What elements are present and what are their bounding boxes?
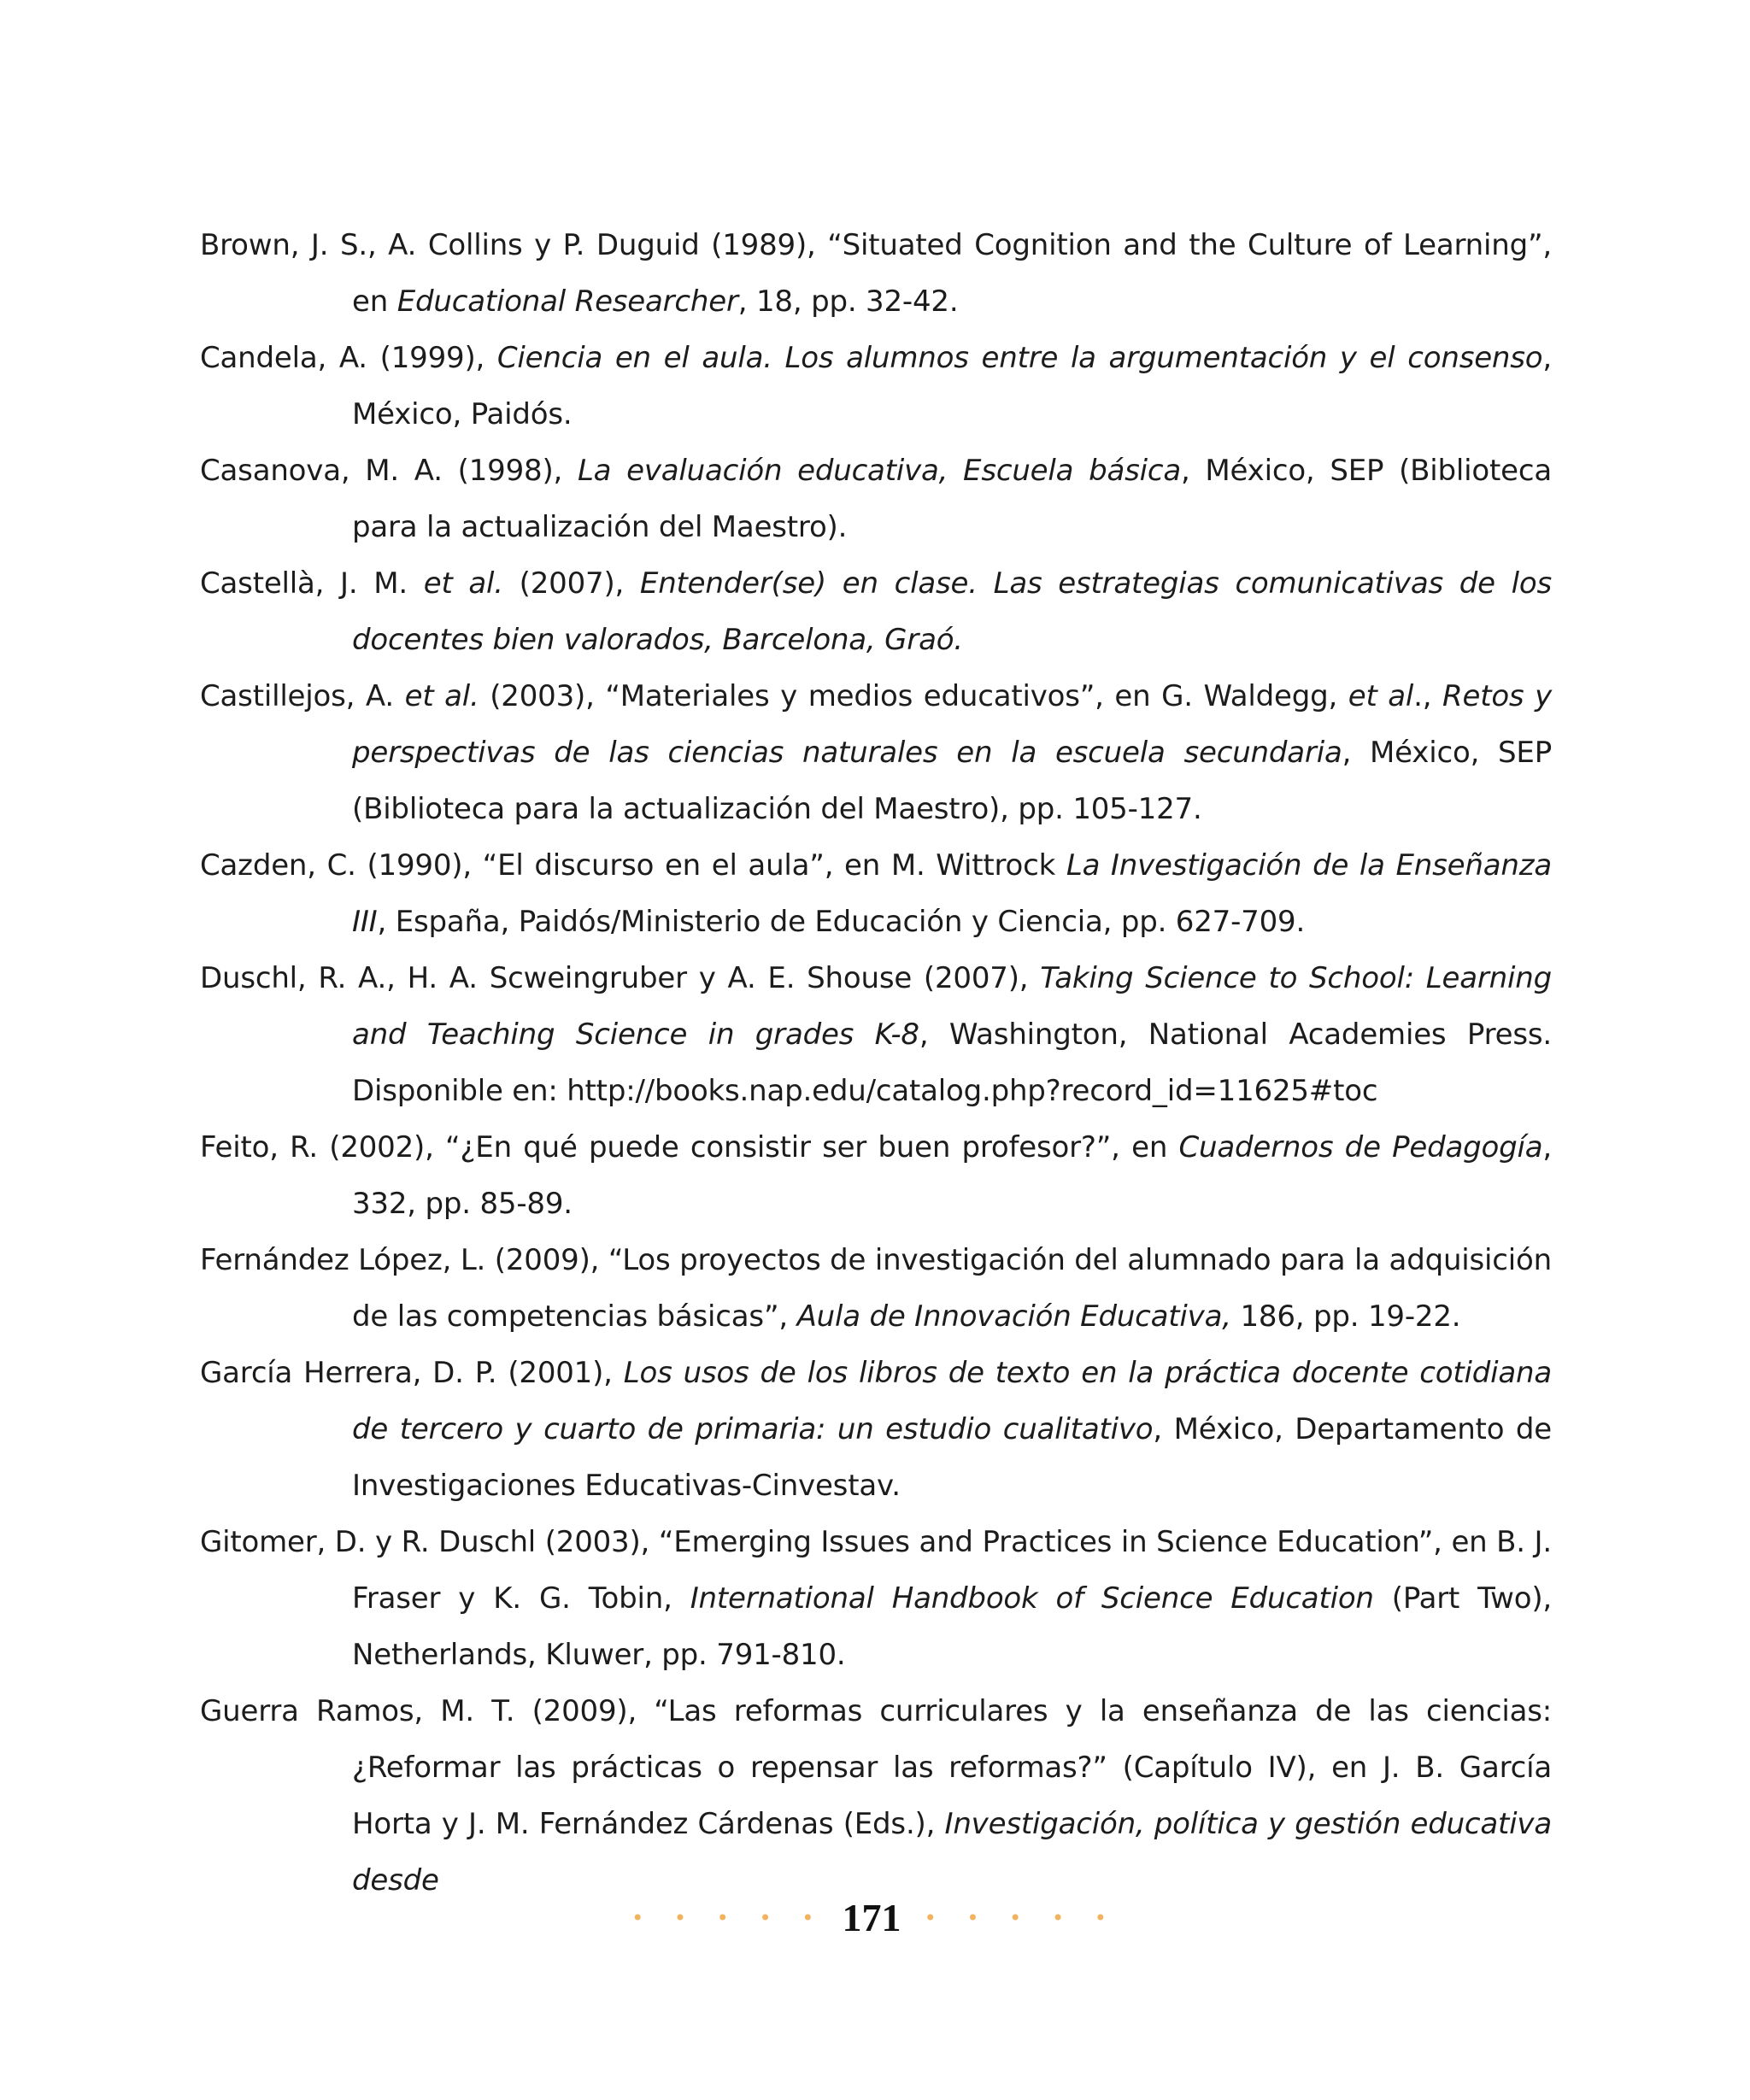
reference-text: .,: [1413, 679, 1443, 713]
reference-text: (2007),: [502, 566, 640, 601]
reference-text: Candela, A. (1999),: [200, 341, 497, 375]
reference-text: (2003), “Materiales y medios educativos”, en G. Waldegg,: [479, 679, 1348, 713]
reference-list: [200, 217, 1552, 1909]
reference-text: Guerra Ramos, M. T. (2009), “Las reformas curriculares y la enseñanza de las ciencias: ¿Reformar las prácticas o repensar las reformas?” (Capítulo IV), en J. B. García Horta y J. M. Fernández Cárdenas (Eds.),: [200, 1694, 1552, 1841]
reference-entry: [200, 443, 1552, 555]
reference-italic-text: et al: [1348, 679, 1414, 713]
reference-italic-text: Cuadernos de Pedagogía: [1178, 1130, 1543, 1164]
reference-italic-text: Investigación, política y gestión educativa desde: [352, 1807, 1552, 1898]
reference-entry: [200, 950, 1552, 1119]
reference-text: , México, Paidós.: [352, 341, 1552, 431]
reference-entry: [200, 668, 1552, 837]
reference-text: , 332, pp. 85-89.: [352, 1130, 1552, 1221]
page-number: 171: [842, 1896, 901, 1939]
decorative-dots-right: • • • • •: [924, 1905, 1119, 1930]
reference-text: Duschl, R. A., H. A. Scweingruber y A. E. Shouse (2007),: [200, 961, 1041, 995]
reference-italic-text: et al.: [404, 679, 479, 713]
reference-entry: [200, 1345, 1552, 1514]
reference-italic-text: Aula de Innovación Educativa,: [796, 1299, 1231, 1334]
reference-text: , Washington, National Academies Press. Disponible en: http://books.nap.edu/catalog.php?record_id=11625#toc: [352, 1018, 1552, 1108]
reference-italic-text: Retos y perspectivas de las ciencias naturales en la escuela secundaria: [352, 679, 1553, 770]
reference-text: Gitomer, D. y R. Duschl (2003), “Emerging Issues and Practices in Science Education”, en B. J. Fraser y K. G. Tobin,: [200, 1525, 1552, 1616]
reference-entry: [200, 1232, 1552, 1345]
reference-entry: [200, 330, 1552, 443]
reference-text: , México, SEP (Biblioteca para la actualización del Maestro).: [352, 454, 1553, 544]
decorative-dots-left: • • • • •: [631, 1905, 826, 1930]
reference-italic-text: La Investigación de la Enseñanza III: [352, 848, 1552, 939]
reference-italic-text: Taking Science to School: Learning and Teaching Science in grades K-8: [352, 961, 1553, 1052]
reference-entry: [200, 1514, 1552, 1683]
reference-text: Fernández López, L. (2009), “Los proyectos de investigación del alumnado para la adquisición de las competencias básicas”,: [200, 1243, 1552, 1334]
reference-entry: [200, 217, 1552, 330]
reference-text: 186, pp. 19-22.: [1230, 1299, 1461, 1334]
reference-text: Casanova, M. A. (1998),: [200, 454, 578, 488]
reference-text: , México, Departamento de Investigaciones Educativas-Cinvestav.: [352, 1412, 1552, 1503]
reference-italic-text: Los usos de los libros de texto en la práctica docente cotidiana de tercero y cuarto de primaria: un estudio cualitativo: [352, 1356, 1552, 1446]
reference-entry: [200, 837, 1552, 950]
reference-text: Feito, R. (2002), “¿En qué puede consistir ser buen profesor?”, en: [200, 1130, 1179, 1164]
reference-text: Cazden, C. (1990), “El discurso en el aula”, en M. Wittrock: [200, 848, 1066, 883]
reference-italic-text: Entender(se) en clase. Las estrategias comunicativas de los docentes bien valorados, Barcelona, Graó.: [352, 566, 1552, 657]
reference-text: , 18, pp. 32-42.: [737, 284, 959, 319]
reference-italic-text: International Handbook of Science Education: [690, 1581, 1374, 1616]
reference-text: Castillejos, A.: [200, 679, 405, 713]
reference-entry: [200, 555, 1552, 668]
reference-italic-text: et al.: [423, 566, 503, 601]
reference-text: García Herrera, D. P. (2001),: [200, 1356, 624, 1390]
reference-italic-text: Ciencia en el aula. Los alumnos entre la argumentación y el consenso: [496, 341, 1543, 375]
reference-text: Brown, J. S., A. Collins y P. Duguid (1989), “Situated Cognition and the Culture of Learning”, en: [200, 228, 1552, 319]
page-footer: [0, 1895, 1750, 1940]
reference-text: , México, SEP (Biblioteca para la actualización del Maestro), pp. 105-127.: [352, 736, 1552, 826]
reference-text: , España, Paidós/Ministerio de Educación y Ciencia, pp. 627-709.: [377, 905, 1306, 939]
reference-text: (Part Two), Netherlands, Kluwer, pp. 791-810.: [352, 1581, 1552, 1672]
reference-italic-text: Educational Researcher: [396, 284, 738, 319]
reference-entry: [200, 1683, 1552, 1909]
reference-text: Castellà, J. M.: [200, 566, 424, 601]
reference-italic-text: La evaluación educativa, Escuela básica: [577, 454, 1181, 488]
reference-entry: [200, 1119, 1552, 1232]
